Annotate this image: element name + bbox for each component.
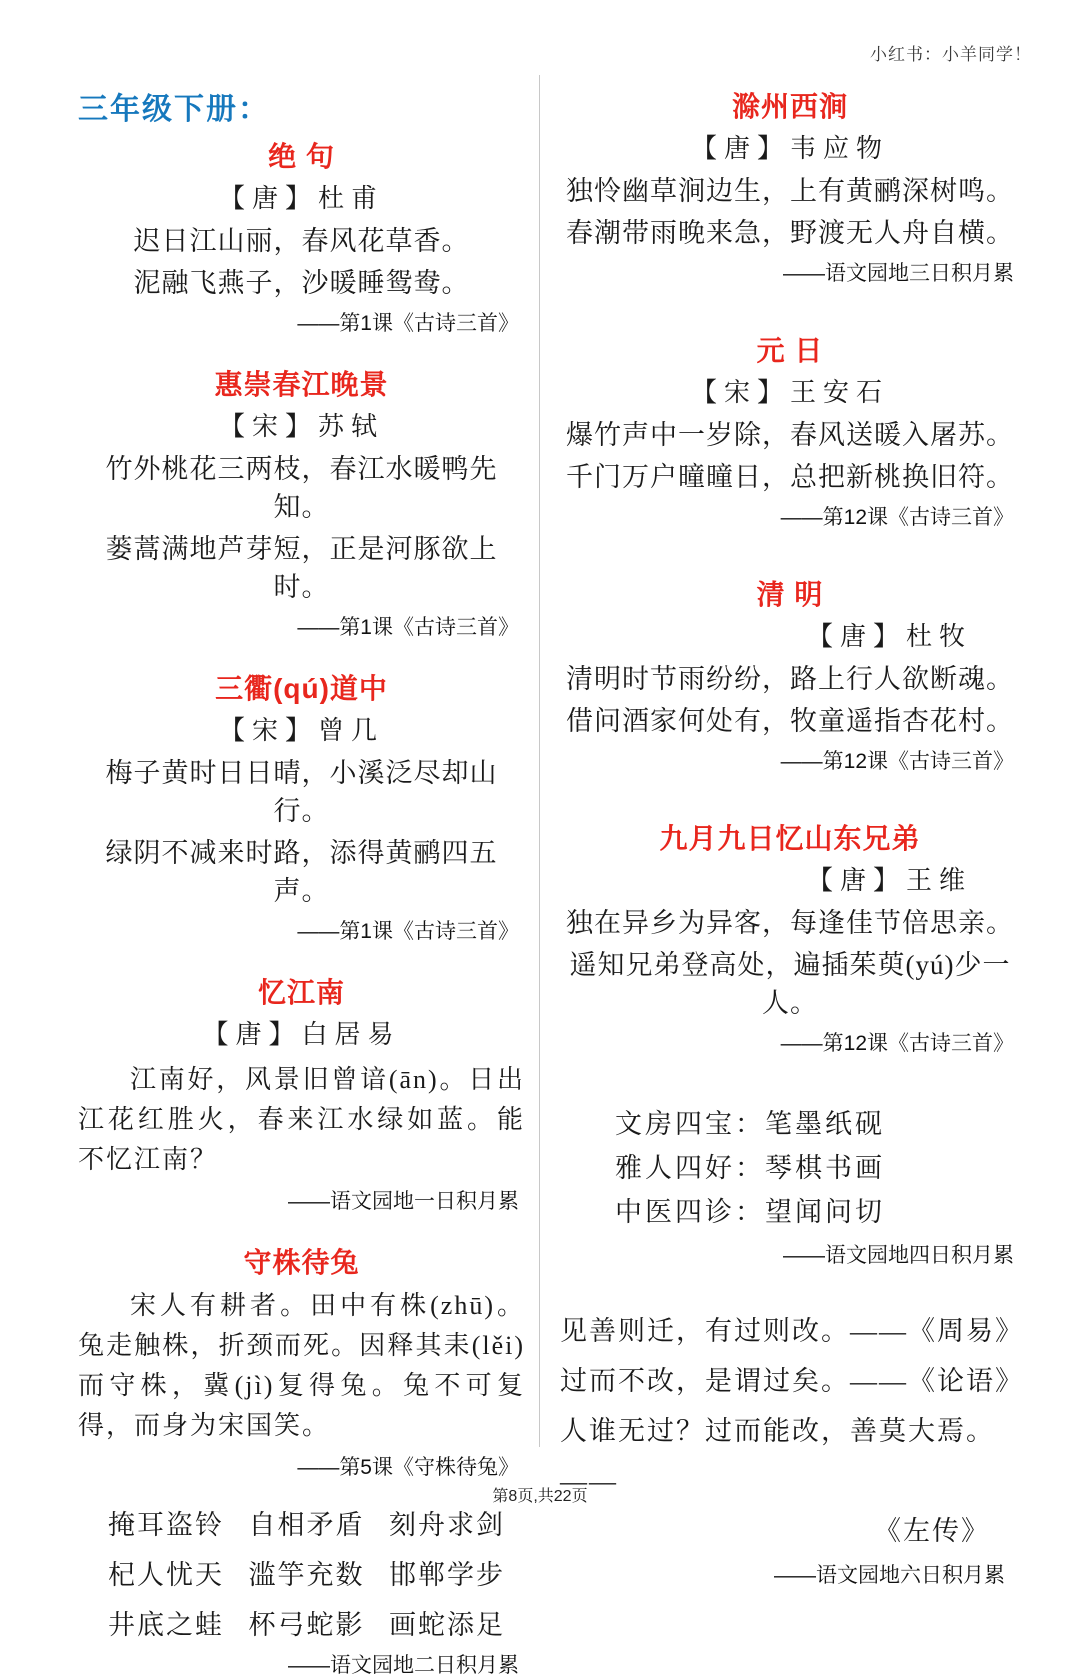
- idiom-item: 画蛇添足: [389, 1610, 505, 1640]
- poem-yi-jiangnan: [78, 976, 525, 1216]
- idiom-item: 刻舟求剑: [389, 1510, 505, 1540]
- quote-wrapped-source: 《左传》: [874, 1516, 990, 1546]
- poem-attribution: ——第1课《古诗三首》: [297, 312, 519, 335]
- poem-title: 守株待兔: [243, 1247, 360, 1278]
- grade-section-header: 三年级下册：: [78, 93, 270, 126]
- poem-line: 清明时节雨纷纷，路上行人欲断魂。: [566, 664, 1014, 694]
- right-column: [560, 0, 1024, 1590]
- poem-line: 独怜幽草涧边生，上有黄鹂深树鸣。: [566, 176, 1014, 206]
- poem-huichong-chunjiang-wanjing: [78, 368, 525, 642]
- poem-attribution: ——语文园地三日积月累: [783, 262, 1014, 285]
- poem-title: 元 日: [756, 335, 824, 366]
- list-line: 文房四宝：笔墨纸砚: [615, 1109, 885, 1139]
- idiom-attribution: ——语文园地二日积月累: [288, 1654, 519, 1677]
- poem-jueju: [78, 140, 525, 338]
- poem-line: 迟日江山丽，春风花草香。: [133, 226, 470, 256]
- poem-title: 绝 句: [268, 141, 335, 172]
- poem-title: 清 明: [756, 579, 824, 610]
- poem-title: 忆江南: [257, 977, 345, 1008]
- poem-title: 惠崇春江晚景: [214, 369, 389, 400]
- poem-attribution: ——第12课《古诗三首》: [780, 506, 1014, 529]
- list-line: 雅人四好：琴棋书画: [615, 1153, 885, 1183]
- poem-qingming: [560, 578, 1020, 776]
- poem-line: 借问酒家何处有，牧童遥指杏花村。: [566, 706, 1014, 736]
- poem-attribution: ——第5课《守株待兔》: [297, 1456, 519, 1479]
- poem-paragraph: 江南好，风景旧曾谙(ān)。日出江花红胜火，春来江水绿如蓝。能不忆江南？: [78, 1065, 525, 1174]
- four-categories-list: [560, 1102, 1020, 1270]
- list-attribution: ——语文园地四日积月累: [783, 1244, 1014, 1267]
- poem-author: 【宋】苏轼: [218, 412, 384, 441]
- idiom-item: 杯弓蛇影: [248, 1610, 365, 1640]
- poem-line: 竹外桃花三两枝，春江水暖鸭先知。: [105, 454, 498, 522]
- idiom-item: 邯郸学步: [389, 1560, 505, 1590]
- poem-line: 爆竹声中一岁除，春风送暖入屠苏。: [566, 420, 1014, 450]
- poem-line: 泥融飞燕子，沙暖睡鸳鸯。: [133, 268, 470, 298]
- list-line: 中医四诊：望闻问切: [615, 1197, 885, 1227]
- poem-title: 九月九日忆山东兄弟: [659, 823, 921, 854]
- column-divider: [539, 75, 540, 1447]
- poem-line: 独在异乡为异客，每逢佳节倍思亲。: [566, 908, 1014, 938]
- prose-shouzhudaitu: [78, 1246, 525, 1482]
- poem-title: 三衢(qú)道中: [215, 673, 388, 704]
- quote-line: 人谁无过？过而能改，善莫大焉。——: [560, 1416, 995, 1496]
- idiom-item: 滥竽充数: [248, 1560, 365, 1590]
- idiom-item: 自相矛盾: [248, 1510, 365, 1540]
- poem-chuzhou-xijian: [560, 90, 1020, 288]
- quote-line: 见善则迁，有过则改。——《周易》: [560, 1316, 1024, 1346]
- poem-attribution: ——第12课《古诗三首》: [780, 1032, 1014, 1055]
- poem-sanqu-daozhong: [78, 672, 525, 946]
- quotes-attribution: ——语文园地六日积月累: [774, 1564, 1005, 1587]
- poem-author: 【唐】杜牧: [806, 622, 972, 651]
- poem-line: 绿阴不减来时路，添得黄鹂四五声。: [105, 838, 498, 906]
- page-indicator: 第8页,共22页: [492, 1488, 588, 1505]
- poem-author: 【唐】白居易: [202, 1020, 401, 1049]
- idiom-item: 井底之蛙: [108, 1610, 224, 1640]
- poem-author: 【宋】曾几: [218, 716, 384, 745]
- poem-jiuyue-jiuri-yi-shandong-xiongdi: [560, 822, 1020, 1058]
- poem-yuanri: [560, 334, 1020, 532]
- idiom-item: 掩耳盗铃: [108, 1510, 224, 1540]
- left-column: [78, 0, 525, 1680]
- poem-line: 蒌蒿满地芦芽短，正是河豚欲上时。: [105, 534, 498, 602]
- poem-attribution: ——第1课《古诗三首》: [297, 920, 519, 943]
- quotes-block: [560, 1306, 1024, 1590]
- poem-line: 千门万户曈曈日，总把新桃换旧符。: [566, 462, 1014, 492]
- idiom-item: 杞人忧天: [108, 1560, 224, 1590]
- poem-author: 【宋】王安石: [690, 378, 889, 407]
- poem-attribution: ——第12课《古诗三首》: [780, 750, 1014, 773]
- poem-line: 梅子黄时日日晴，小溪泛尽却山行。: [105, 758, 498, 826]
- watermark-text: 小红书：小羊同学！: [870, 45, 1032, 64]
- poem-author: 【唐】韦应物: [690, 134, 889, 163]
- poem-author: 【唐】杜甫: [218, 184, 384, 213]
- poem-line: 春潮带雨晚来急，野渡无人舟自横。: [566, 218, 1014, 248]
- quote-line: 过而不改，是谓过矣。——《论语》: [560, 1366, 1024, 1396]
- poem-paragraph: 宋人有耕者。田中有株(zhū)。兔走触株，折颈而死。因释其耒(lěi)而守株，冀(jì)复得兔。兔不可复得，而身为宋国笑。: [78, 1291, 525, 1440]
- poem-title: 滁州西涧: [731, 91, 848, 122]
- poem-line: 遥知兄弟登高处，遍插茱萸(yú)少一人。: [569, 950, 1011, 1018]
- poem-attribution: ——语文园地一日积月累: [288, 1190, 519, 1213]
- poem-attribution: ——第1课《古诗三首》: [297, 616, 519, 639]
- poem-author: 【唐】王维: [806, 866, 972, 895]
